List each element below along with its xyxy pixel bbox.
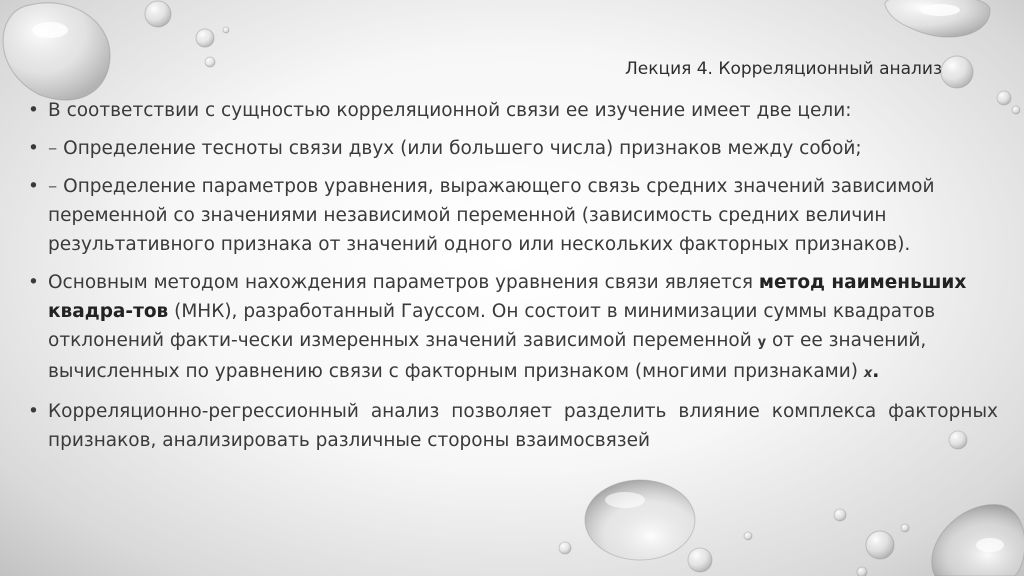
- drop-tiny: [997, 91, 1011, 105]
- variable-y: y: [757, 335, 767, 350]
- bullet-text: Определение тесноты связи двух (или большего числа) признаков между собой;: [63, 138, 862, 159]
- drop-small: [834, 509, 846, 521]
- drop-medium: [941, 56, 973, 88]
- bullet-goal-1: [28, 134, 998, 163]
- bullet-text-pre: Основным методом нахождения параметров уравнения связи является: [48, 272, 759, 293]
- drop-medium: [866, 531, 894, 559]
- bullet-text-post: (МНК), разработанный Гауссом. Он состоит в минимизации суммы квадратов отклонений факти-чески измеренных значений зависимой переменной: [48, 301, 936, 351]
- slide-content: [28, 96, 998, 464]
- bullet-analysis: [28, 397, 998, 455]
- bold-term: метод наименьших квадра-тов: [48, 272, 967, 322]
- bullet-text-end: .: [872, 361, 880, 382]
- drop-large-top-right: [885, 0, 990, 37]
- drop-small: [901, 524, 909, 532]
- drop-large-bottom-center: [585, 480, 695, 560]
- bullet-text: В соответствии с сущностью корреляционной связи ее изучение имеет две цели:: [48, 100, 852, 121]
- dash-marker: –: [48, 176, 58, 197]
- drop-large-left: [3, 3, 110, 100]
- drop-large-bottom-right: [932, 505, 1024, 576]
- drop-medium: [688, 548, 712, 572]
- drop-tiny: [1012, 106, 1020, 114]
- drop-small: [196, 29, 214, 47]
- slide-title: Лекция 4. Корреляционный анализ: [624, 59, 942, 79]
- bullet-text: Определение параметров уравнения, выражающего связь средних значений зависимой переменной со значениями независимой переменной (зависимость средних величин результативного признака от значений одного или нескольких факторных признаков).: [48, 176, 935, 255]
- drop-small: [744, 532, 752, 540]
- bullet-text-mid: от ее значений, вычисленных по уравнению связи с факторным признаком (многими признаками): [48, 330, 927, 382]
- drop-small: [559, 542, 571, 554]
- drop-small: [205, 57, 215, 67]
- drop-small: [857, 567, 867, 576]
- bullet-text: Корреляционно-регрессионный анализ позволяет разделить влияние комплекса факторных признаков, анализировать различные стороны взаимосвязей: [48, 401, 998, 451]
- bullet-goals: [28, 96, 998, 125]
- dash-marker: –: [48, 138, 58, 159]
- drop-tiny: [223, 27, 229, 33]
- variable-x: x: [863, 366, 873, 381]
- bullet-method: [28, 268, 998, 388]
- bullet-goal-2: [28, 172, 998, 259]
- drop-small: [145, 1, 171, 27]
